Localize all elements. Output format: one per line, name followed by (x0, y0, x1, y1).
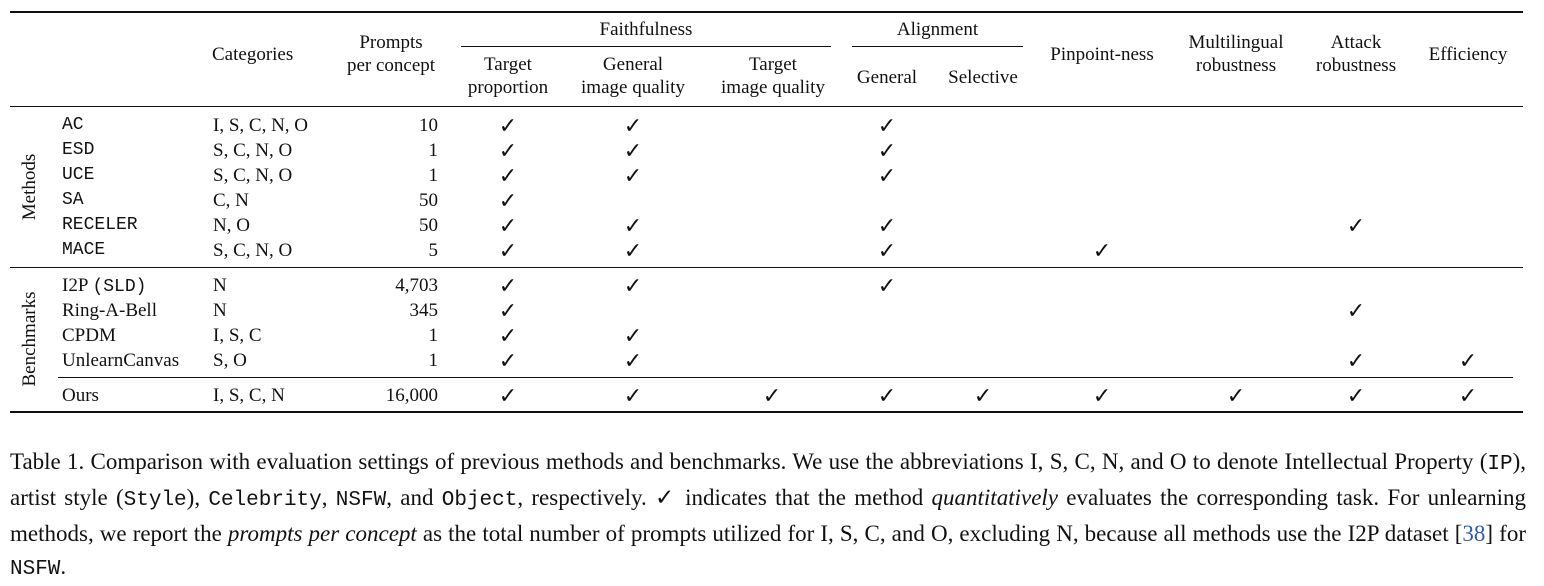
header-alignment-general: General (856, 67, 918, 88)
row-ours-check-multilingual-robustness: ✓ (1226, 383, 1246, 408)
row-ours-check-efficiency: ✓ (1458, 383, 1478, 408)
row-unlearncanvas-check-target-proportion: ✓ (498, 348, 518, 373)
row-esd-check-alignment-general: ✓ (877, 138, 897, 163)
row-mace-categories: S, C, N, O (213, 240, 293, 261)
row-uce-check-general-image-quality: ✓ (623, 163, 643, 188)
header-rule (10, 106, 1523, 107)
group-label-methods: Methods (19, 153, 40, 221)
header-target-proportion (456, 53, 560, 99)
row-mace-check-general-image-quality: ✓ (623, 238, 643, 263)
caption-text: evaluates the corresponding task. For unlearning methods, we report the (10, 485, 1526, 546)
caption-text: , and (386, 485, 442, 510)
header-general-image-quality (568, 53, 698, 99)
row-i2p-check-target-proportion: ✓ (498, 273, 518, 298)
row-mace-prompts: 5 (428, 240, 438, 261)
header-alignment: Alignment (896, 19, 979, 40)
header-target-proportion-line2: proportion (467, 77, 549, 98)
header-multilingual-line2: robustness (1195, 55, 1277, 76)
header-prompts-line1: Prompts (359, 32, 423, 53)
table-caption (10, 445, 1526, 586)
row-ac-check-general-image-quality: ✓ (623, 113, 643, 138)
caption-citation-link[interactable]: 38 (1462, 521, 1486, 546)
row-i2p-check-general-image-quality: ✓ (623, 273, 643, 298)
header-target-proportion-line1: Target (484, 54, 532, 75)
caption-code-object: Object (441, 489, 518, 512)
row-unlearncanvas-check-efficiency: ✓ (1458, 348, 1478, 373)
header-pinpoint-ness: Pinpoint-ness (1050, 44, 1154, 65)
header-faithfulness: Faithfulness (599, 19, 693, 40)
row-uce-prompts: 1 (428, 165, 438, 186)
row-receler-check-general-image-quality: ✓ (623, 213, 643, 238)
caption-emphasis-quantitatively: quantitatively (931, 485, 1058, 510)
caption-text: , (321, 485, 336, 510)
header-alignment-selective: Selective (948, 67, 1018, 88)
row-unlearncanvas-check-general-image-quality: ✓ (623, 348, 643, 373)
row-ours-check-target-proportion: ✓ (498, 383, 518, 408)
row-ring-a-bell-categories: N (213, 300, 227, 321)
row-esd-check-target-proportion: ✓ (498, 138, 518, 163)
caption-text: . (60, 554, 67, 579)
caption-code-nsfw: NSFW (10, 558, 61, 581)
row-receler-check-attack-robustness: ✓ (1346, 213, 1366, 238)
row-cpdm-categories: I, S, C (213, 325, 262, 346)
row-esd-categories: S, C, N, O (213, 140, 293, 161)
caption-code-nsfw: NSFW (335, 489, 387, 512)
methods-benchmarks-rule (10, 267, 1523, 268)
caption-emphasis-prompts-per-concept: prompts per concept (227, 521, 417, 546)
header-attack-robustness (1306, 31, 1406, 77)
row-ring-a-bell-check-attack-robustness: ✓ (1346, 298, 1366, 323)
caption-code-ip: IP (1487, 453, 1513, 476)
row-uce-categories: S, C, N, O (213, 165, 293, 186)
header-prompts-line2: per concept (346, 55, 436, 76)
header-efficiency: Efficiency (1428, 44, 1508, 65)
row-uce-check-target-proportion: ✓ (498, 163, 518, 188)
row-ac-check-target-proportion: ✓ (498, 113, 518, 138)
header-categories: Categories (212, 44, 294, 65)
row-ac-categories: I, S, C, N, O (213, 115, 309, 136)
row-mace-check-pinpoint-ness: ✓ (1092, 238, 1112, 263)
row-mace-name: MACE (62, 240, 106, 260)
row-ours-check-attack-robustness: ✓ (1346, 383, 1366, 408)
row-receler-name: RECELER (62, 215, 138, 235)
row-i2p-check-alignment-general: ✓ (877, 273, 897, 298)
row-ours-check-pinpoint-ness: ✓ (1092, 383, 1112, 408)
row-sa-check-target-proportion: ✓ (498, 188, 518, 213)
row-cpdm-prompts: 1 (428, 325, 438, 346)
row-esd-name: ESD (62, 140, 95, 160)
row-ac-check-alignment-general: ✓ (877, 113, 897, 138)
bottom-rule (10, 411, 1523, 413)
row-receler-check-alignment-general: ✓ (877, 213, 897, 238)
caption-text: ), (186, 485, 209, 510)
row-i2p-prompts: 4,703 (395, 275, 438, 296)
row-sa-name: SA (62, 190, 84, 210)
row-ring-a-bell-check-target-proportion: ✓ (498, 298, 518, 323)
row-uce-name: UCE (62, 165, 95, 185)
row-ours-categories: I, S, C, N (213, 385, 285, 406)
row-receler-categories: N, O (213, 215, 250, 236)
row-unlearncanvas-categories: S, O (213, 350, 247, 371)
caption-text: Table 1. Comparison with evaluation settings of previous methods and benchmarks. We use the abbreviations I, S, C, N, and O to denote Intellectual Property ( (10, 449, 1488, 474)
row-cpdm-check-target-proportion: ✓ (498, 323, 518, 348)
row-mace-check-alignment-general: ✓ (877, 238, 897, 263)
caption-text: ), artist style ( (10, 449, 1526, 510)
header-attack-line1: Attack (1330, 32, 1382, 53)
caption-code-style: Style (123, 489, 187, 512)
row-ours-name: Ours (62, 385, 99, 406)
row-ac-name: AC (62, 115, 84, 135)
row-unlearncanvas-name: UnlearnCanvas (62, 350, 180, 371)
caption-text: , respectively. ✓ indicates that the method (517, 485, 932, 510)
header-target-image-quality (708, 53, 838, 99)
row-unlearncanvas-check-attack-robustness: ✓ (1346, 348, 1366, 373)
ours-rule (58, 377, 1513, 378)
header-general-iq-line2: image quality (581, 77, 685, 98)
row-receler-check-target-proportion: ✓ (498, 213, 518, 238)
row-unlearncanvas-prompts: 1 (428, 350, 438, 371)
caption-code-celebrity: Celebrity (208, 489, 322, 512)
row-sa-prompts: 50 (419, 190, 438, 211)
row-i2p-name-main: I2P (62, 275, 88, 296)
row-cpdm-name: CPDM (62, 325, 116, 346)
row-i2p-categories: N (213, 275, 227, 296)
row-esd-prompts: 1 (428, 140, 438, 161)
row-ring-a-bell-prompts: 345 (409, 300, 438, 321)
caption-text: as the total number of prompts utilized for I, S, C, and O, excluding N, because all methods use the I2P dataset [ (416, 521, 1463, 546)
row-receler-prompts: 50 (419, 215, 438, 236)
row-ours-check-alignment-selective: ✓ (973, 383, 993, 408)
row-ours-check-target-image-quality: ✓ (762, 383, 782, 408)
header-target-iq-line1: Target (749, 54, 797, 75)
group-label-benchmarks: Benchmarks (19, 291, 40, 387)
header-general-iq-line1: General (602, 54, 664, 75)
top-rule (10, 11, 1523, 13)
row-sa-categories: C, N (213, 190, 249, 211)
row-esd-check-general-image-quality: ✓ (623, 138, 643, 163)
caption-text: ] for (1485, 521, 1526, 546)
row-ours-check-general-image-quality: ✓ (623, 383, 643, 408)
row-mace-check-target-proportion: ✓ (498, 238, 518, 263)
faithfulness-underline (461, 46, 831, 47)
row-cpdm-check-general-image-quality: ✓ (623, 323, 643, 348)
header-multilingual-line1: Multilingual (1188, 32, 1284, 53)
row-i2p-name (62, 273, 146, 300)
alignment-underline (852, 46, 1023, 47)
header-attack-line2: robustness (1315, 55, 1397, 76)
row-ac-prompts: 10 (419, 115, 438, 136)
header-prompts (336, 31, 446, 77)
row-i2p-name-sub: (SLD) (92, 277, 147, 297)
row-ours-prompts: 16,000 (385, 385, 438, 406)
header-target-iq-line2: image quality (721, 77, 825, 98)
row-ring-a-bell-name: Ring-A-Bell (62, 300, 157, 321)
row-ours-check-alignment-general: ✓ (877, 383, 897, 408)
header-multilingual-robustness (1176, 31, 1296, 77)
row-uce-check-alignment-general: ✓ (877, 163, 897, 188)
